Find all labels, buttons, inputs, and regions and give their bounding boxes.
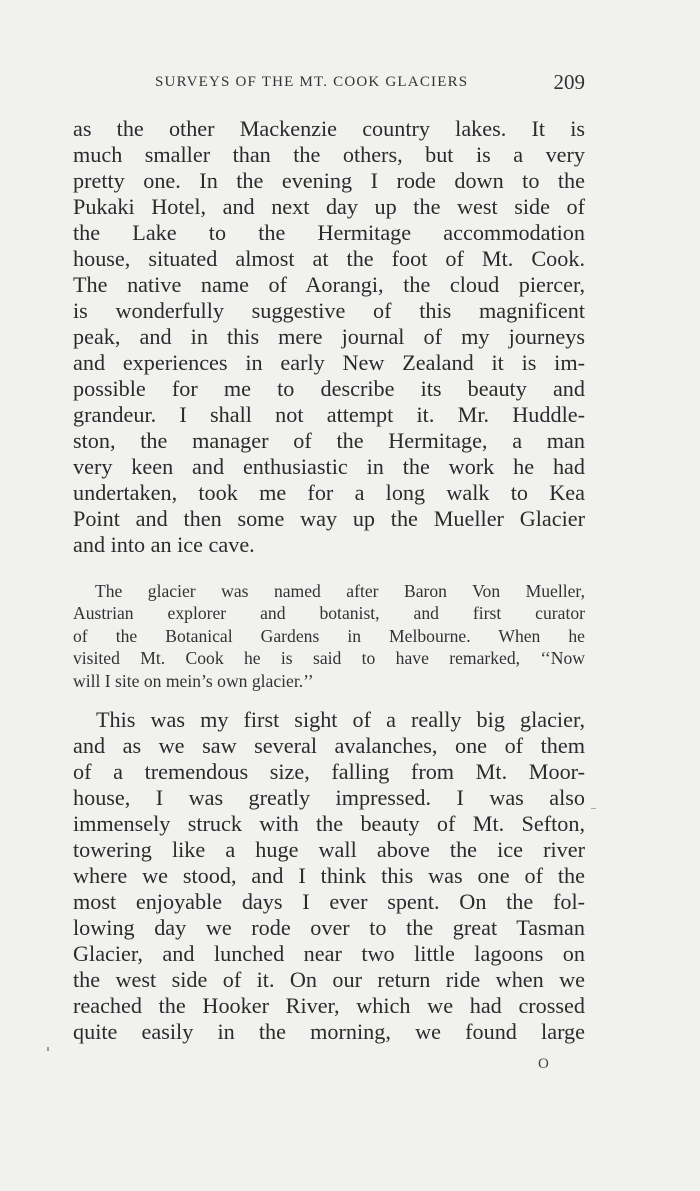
running-title: SURVEYS OF THE MT. COOK GLACIERS xyxy=(155,74,469,90)
text-line: and experiences in early New Zealand it is im- xyxy=(73,350,585,375)
footnote-paragraph xyxy=(73,580,585,692)
text-line: as the other Mackenzie country lakes. It is xyxy=(73,116,585,141)
text-line: the Lake to the Hermitage accommodation xyxy=(73,220,585,245)
running-head xyxy=(73,70,585,96)
text-line: Point and then some way up the Mueller Glacier xyxy=(73,506,585,531)
signature-mark: O xyxy=(538,1056,549,1072)
text-line: most enjoyable days I ever spent. On the fol- xyxy=(73,889,585,914)
text-line: of a tremendous size, falling from Mt. Moor- xyxy=(73,759,585,784)
text-line: lowing day we rode over to the great Tasman xyxy=(73,915,585,940)
note-line: will I site on mein’s own glacier.’’ xyxy=(73,670,314,691)
text-line: immensely struck with the beauty of Mt. Sefton, xyxy=(73,811,585,836)
text-line: quite easily in the morning, we found large xyxy=(73,1019,585,1044)
text-line: grandeur. I shall not attempt it. Mr. Huddle- xyxy=(73,402,585,427)
page-number: 209 xyxy=(553,70,585,94)
text-line: much smaller than the others, but is a very xyxy=(73,142,585,167)
text-line: The native name of Aorangi, the cloud piercer, xyxy=(73,272,585,297)
text-line: Glacier, and lunched near two little lagoons on xyxy=(73,941,585,966)
text-line: house, situated almost at the foot of Mt. Cook. xyxy=(73,246,585,271)
text-line: house, I was greatly impressed. I was also xyxy=(73,785,585,810)
text-line: very keen and enthusiastic in the work he had xyxy=(73,454,585,479)
text-line: is wonderfully suggestive of this magnificent xyxy=(73,298,585,323)
text-line: peak, and in this mere journal of my journeys xyxy=(73,324,585,349)
note-line: of the Botanical Gardens in Melbourne. When he xyxy=(73,625,585,646)
text-line: where we stood, and I think this was one of the xyxy=(73,863,585,888)
text-line: the west side of it. On our return ride when we xyxy=(73,967,585,992)
paragraph-2 xyxy=(73,707,585,1045)
note-line: visited Mt. Cook he is said to have remarked, ‘‘Now xyxy=(73,648,585,669)
text-line: This was my first sight of a really big glacier, xyxy=(96,707,585,732)
paragraph-1 xyxy=(73,116,585,558)
text-line: and into an ice cave. xyxy=(73,532,255,557)
text-line: undertaken, took me for a long walk to Kea xyxy=(73,480,585,505)
text-line: reached the Hooker River, which we had crossed xyxy=(73,993,585,1018)
text-line: Pukaki Hotel, and next day up the west side of xyxy=(73,194,585,219)
text-line: towering like a huge wall above the ice river xyxy=(73,837,585,862)
text-line: ston, the manager of the Hermitage, a man xyxy=(73,428,585,453)
text-line: and as we saw several avalanches, one of them xyxy=(73,733,585,758)
margin-dash xyxy=(591,808,596,809)
note-line: The glacier was named after Baron Von Mueller, xyxy=(95,581,585,601)
note-line: Austrian explorer and botanist, and first curator xyxy=(73,603,585,624)
margin-speck xyxy=(47,1047,49,1051)
text-line: possible for me to describe its beauty and xyxy=(73,376,585,401)
text-line: pretty one. In the evening I rode down to the xyxy=(73,168,585,193)
